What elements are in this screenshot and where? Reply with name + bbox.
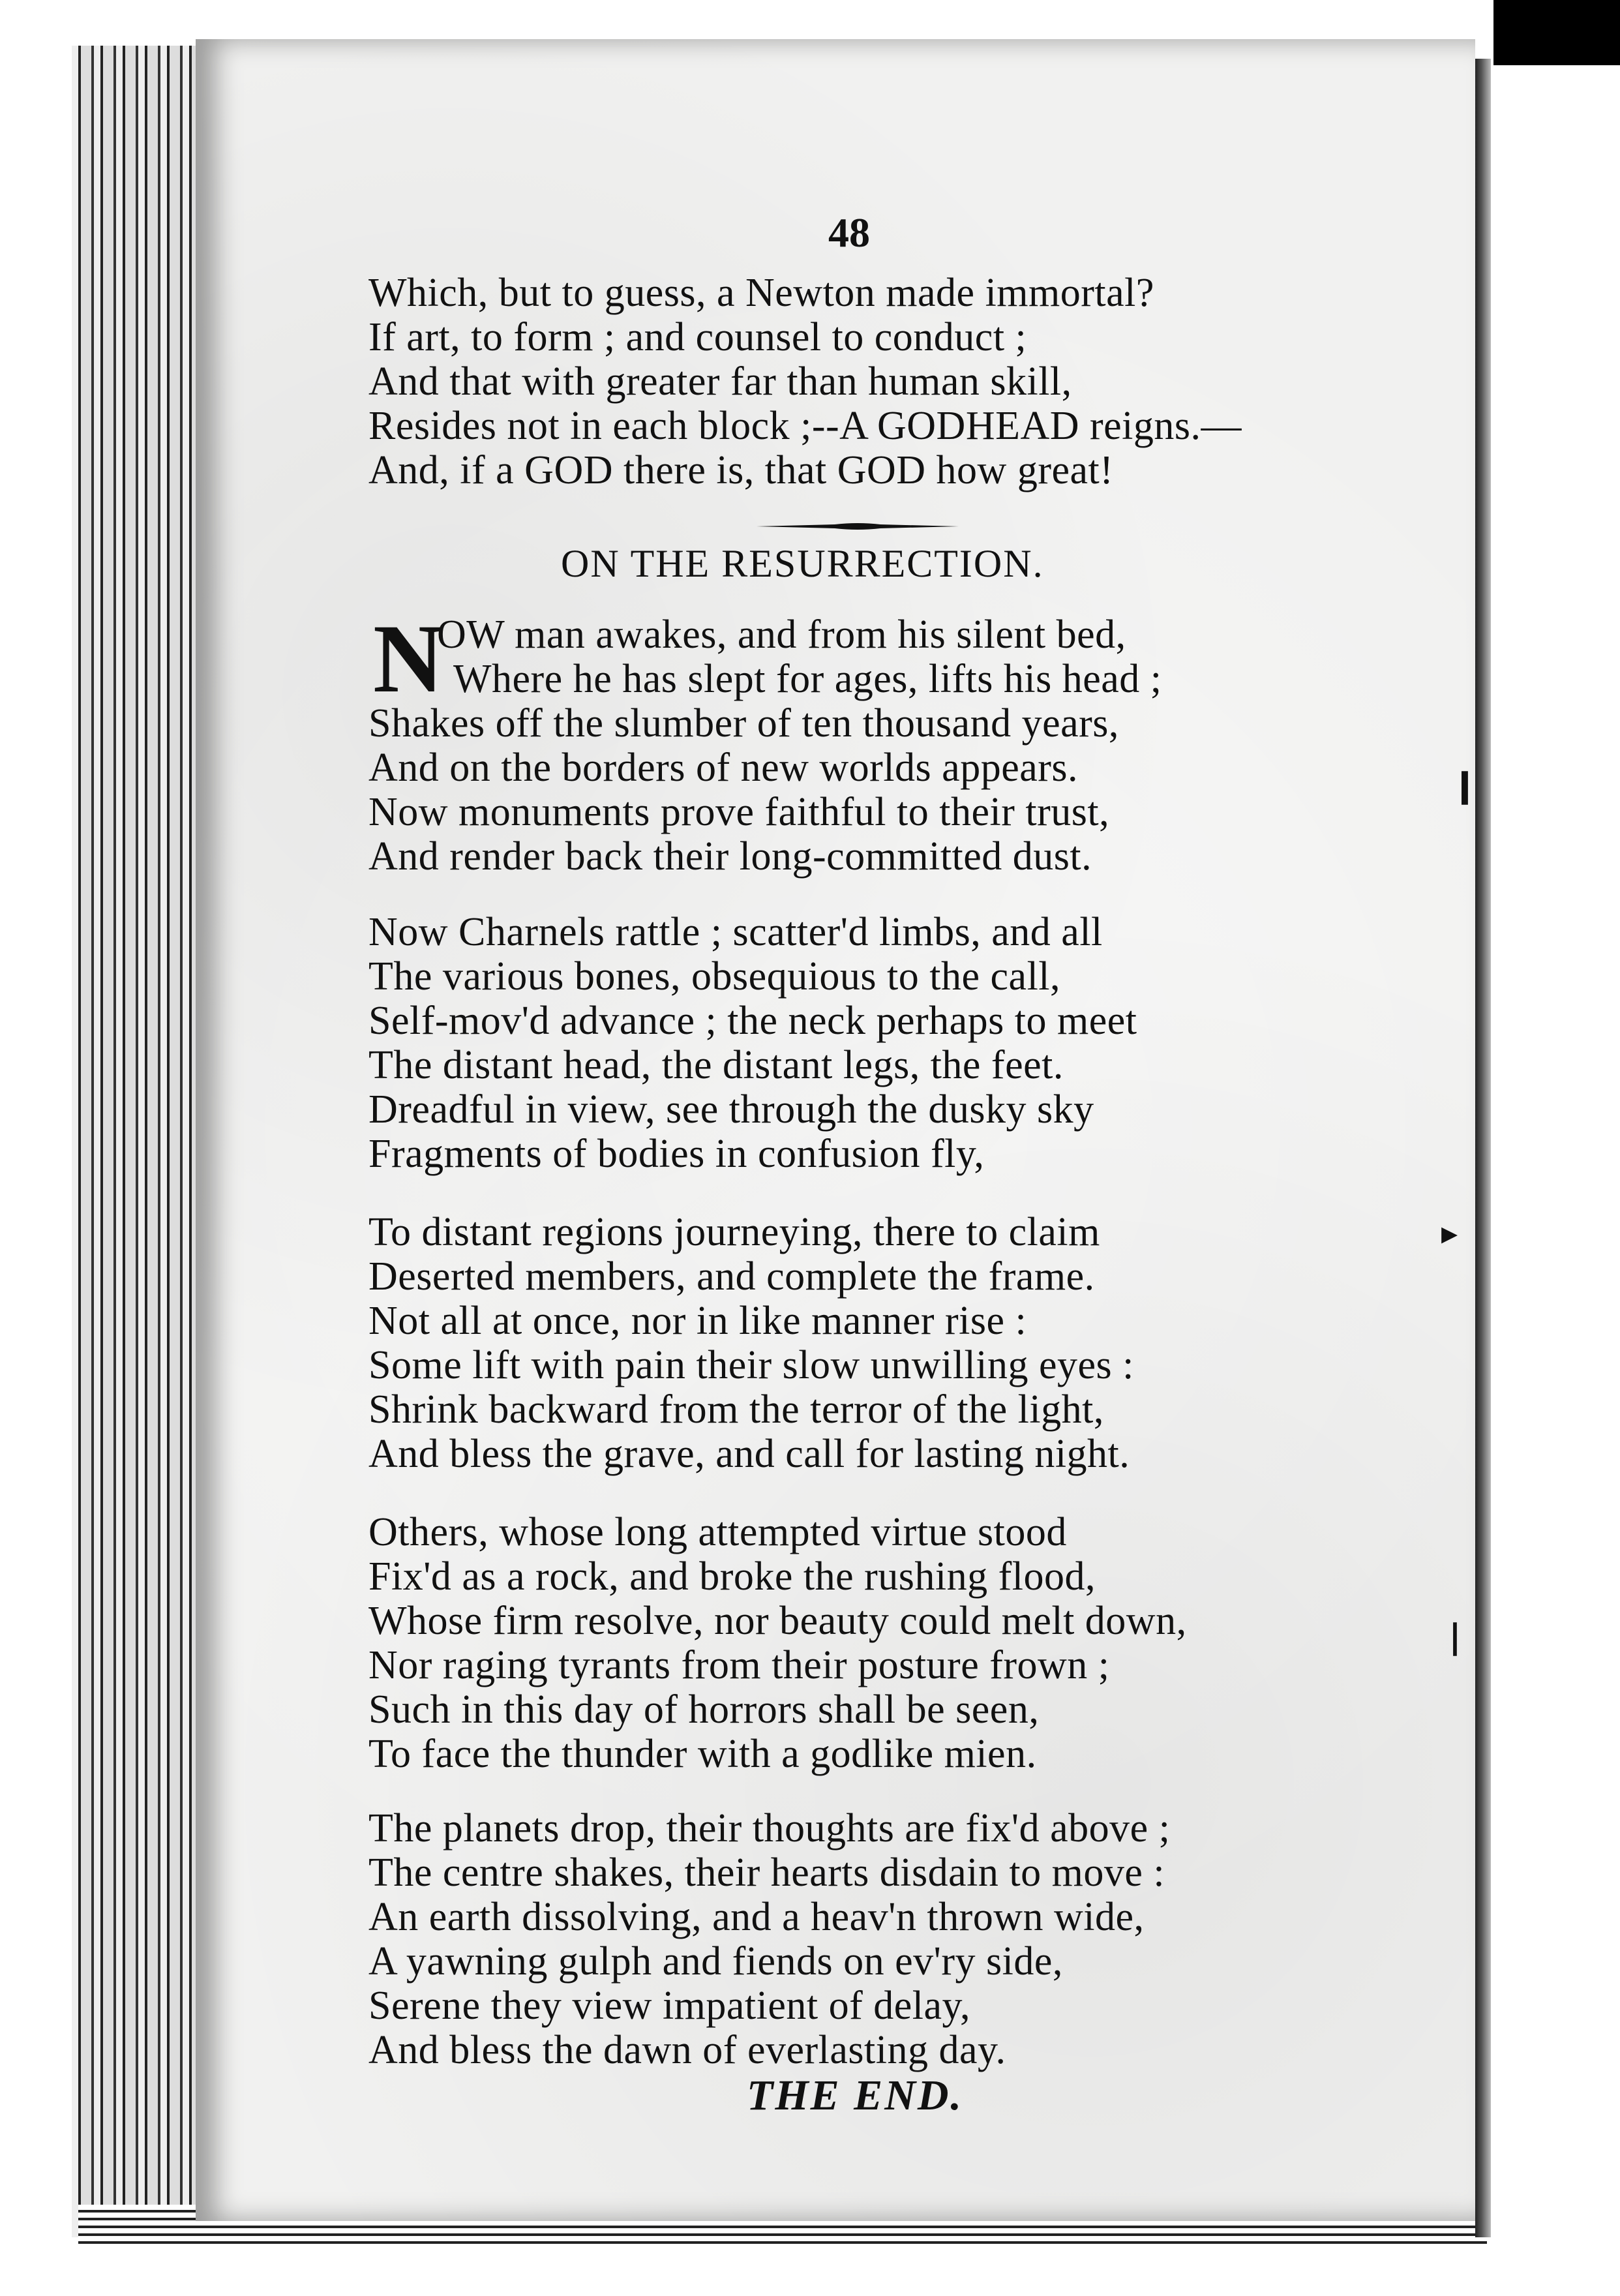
verse-line: Some lift with pain their slow unwilling eyes : — [368, 1343, 1134, 1387]
verse-line: Fix'd as a rock, and broke the rushing flood, — [368, 1554, 1096, 1599]
verse-line: Fragments of bodies in confusion fly, — [368, 1132, 985, 1176]
verse-line: Serene they view impatient of delay, — [368, 1984, 970, 2028]
verse-line: Which, but to guess, a Newton made immortal? — [368, 271, 1154, 315]
verse-line: Not all at once, nor in like manner rise : — [368, 1299, 1027, 1343]
verse-line: And bless the grave, and call for lasting night. — [368, 1432, 1130, 1476]
verse-line: Self-mov'd advance ; the neck perhaps to meet — [368, 999, 1137, 1043]
verse-line: The centre shakes, their hearts disdain to move : — [368, 1850, 1165, 1895]
verse-line: And, if a GOD there is, that GOD how great! — [368, 448, 1114, 492]
verse-line: Resides not in each block ;--A GODHEAD reigns.— — [368, 404, 1242, 448]
verse-line: And render back their long-committed dust. — [368, 834, 1092, 879]
verse-line: Now monuments prove faithful to their trust, — [368, 790, 1110, 834]
top-right-dark-corner — [1493, 0, 1620, 65]
margin-speck: ❘ — [1441, 1618, 1469, 1655]
verse-line: Whose firm resolve, nor beauty could melt down, — [368, 1599, 1187, 1643]
drop-cap: N — [373, 605, 444, 713]
verse-line: Nor raging tyrants from their posture frown ; — [368, 1643, 1110, 1687]
verse-line: And that with greater far than human skill, — [368, 359, 1072, 404]
page-number: 48 — [828, 209, 870, 256]
verse-line: And on the borders of new worlds appears. — [368, 746, 1079, 790]
right-margin — [1488, 0, 1620, 2296]
verse-line: Now Charnels rattle ; scatter'd limbs, and all — [368, 910, 1103, 954]
verse-line: To face the thunder with a godlike mien. — [368, 1732, 1037, 1776]
poem-title: ON THE RESURRECTION. — [561, 542, 1044, 585]
the-end-colophon: THE END. — [747, 2072, 964, 2119]
verse-line: And bless the dawn of everlasting day. — [368, 2028, 1006, 2072]
verse-line: An earth dissolving, and a heav'n thrown wide, — [368, 1895, 1145, 1939]
verse-line: Shrink backward from the terror of the light, — [368, 1387, 1104, 1432]
ornamental-rule — [757, 522, 959, 531]
page-right-shadow — [1475, 59, 1491, 2237]
verse-line: The various bones, obsequious to the call, — [368, 954, 1061, 999]
verse-line: If art, to form ; and counsel to conduct ; — [368, 315, 1027, 359]
verse-line: Where he has slept for ages, lifts his head ; — [453, 657, 1162, 701]
verse-line: To distant regions journeying, there to claim — [368, 1210, 1100, 1254]
verse-line: Deserted members, and complete the frame. — [368, 1254, 1095, 1299]
verse-line: Others, whose long attempted virtue stood — [368, 1510, 1067, 1554]
verse-line: A yawning gulph and fiends on ev'ry side, — [368, 1939, 1063, 1984]
margin-speck: ❙ — [1451, 767, 1478, 804]
verse-line: OW man awakes, and from his silent bed, — [437, 612, 1126, 657]
verse-line: Dreadful in view, see through the dusky sky — [368, 1087, 1094, 1132]
verse-line: Shakes off the slumber of ten thousand years, — [368, 701, 1119, 746]
verse-line: The planets drop, their thoughts are fix'd above ; — [368, 1806, 1171, 1850]
verse-line: The distant head, the distant legs, the feet. — [368, 1043, 1064, 1087]
verse-line: Such in this day of horrors shall be seen, — [368, 1687, 1040, 1732]
margin-speck: ▸ — [1441, 1215, 1458, 1251]
